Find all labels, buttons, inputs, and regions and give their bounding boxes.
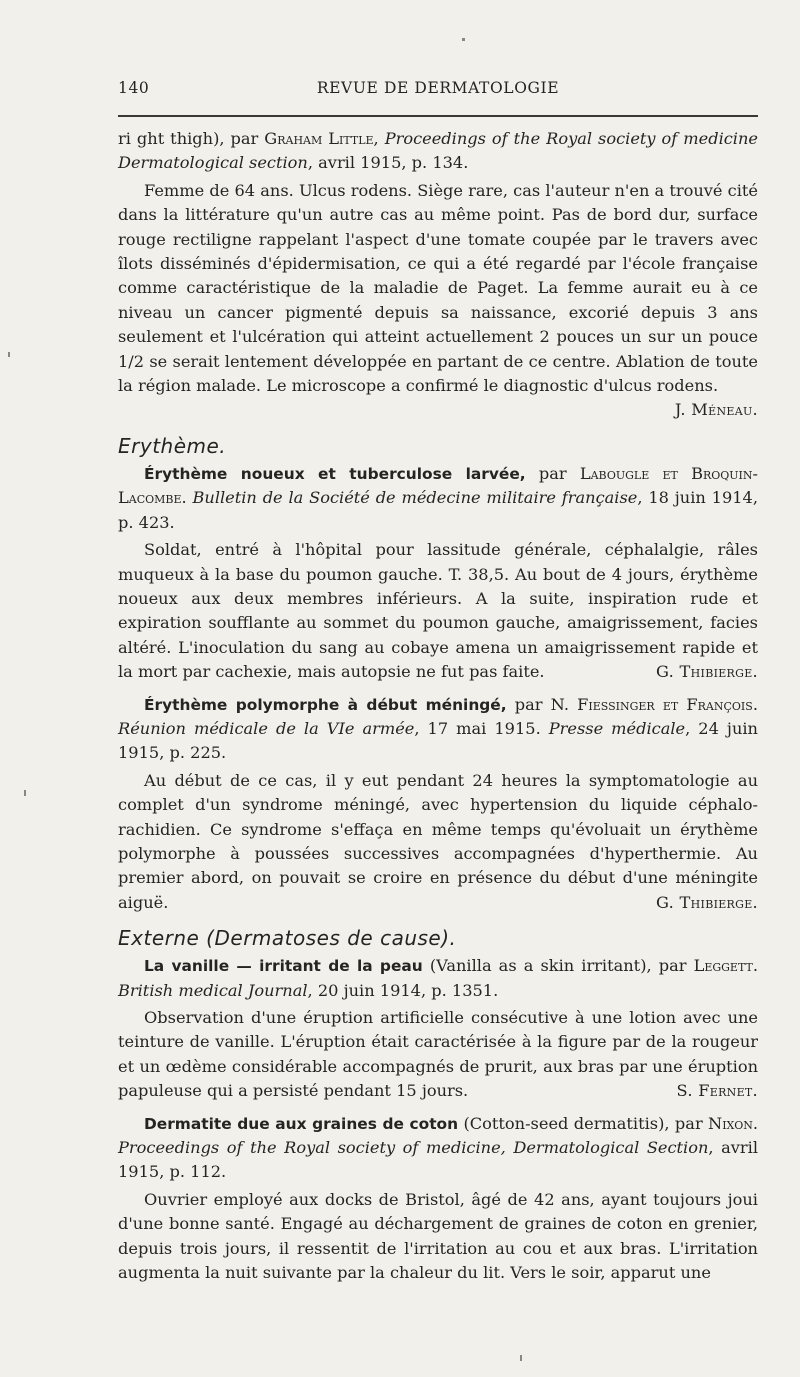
author-name: Fiessinger et François	[577, 694, 753, 714]
scan-speck	[462, 38, 465, 41]
article-body	[118, 538, 758, 684]
ref-text: , avril 1915, p. 112.	[118, 1138, 759, 1182]
article-title: La vanille — irritant de la peau	[144, 957, 423, 976]
journal-title: REVUE DE DERMATOLOGIE	[316, 79, 560, 97]
body-text: Ouvrier employé aux docks de Bristol, âgé de 42 ans, ayant toujours joui d'une bonne santé. Engagé au déchargement de graines de coton en grenier, depuis trois jours, il ressentit de l'irritation au cou et aux bras. L'irritation augmenta la nuit suivante par la chaleur du lit. Vers le soir, apparut une	[118, 1189, 758, 1283]
body-text: Soldat, entré à l'hôpital pour lassitude générale, céphalalgie, râles muqueux à la base du poumon gauche. T. 38,5. Au bout de 4 jours, érythème noueux aux deux membres inférieurs. A la suite, inspiration rude et expiration soufflante au sommet du poumon gauche, amaigrissement, facies altéré. L'inoculation du sang au cobaye amena un amaigrissement rapide et la mort par cachexie, mais autopsie ne fut pas faite.	[118, 540, 758, 682]
ref-text: (Cotton-seed dermatitis), par	[458, 1113, 709, 1133]
article-title: Dermatite due aux graines de coton	[144, 1114, 459, 1133]
ref-text: , 20 juin 1914, p. 1351.	[307, 980, 499, 1000]
ref-text: , 17 mai 1915.	[414, 718, 549, 738]
signature: S. Fernet.	[676, 1081, 758, 1101]
ref-text: par	[525, 463, 580, 483]
scan-speck	[24, 790, 26, 796]
signature: J. Méneau.	[674, 400, 758, 420]
scan-speck	[520, 1355, 522, 1361]
article-body	[118, 1006, 758, 1104]
scan-speck	[8, 352, 10, 357]
author-name: Labougle et Broquin-Lacombe	[118, 463, 759, 508]
section-heading: Erythème.	[118, 433, 227, 458]
article-heading	[118, 1112, 758, 1185]
section-heading: Externe (Dermatoses de cause).	[118, 926, 457, 951]
article-body	[118, 769, 758, 915]
article-body	[118, 1188, 758, 1286]
journal-name: Bulletin de la Société de médecine militaire française	[192, 488, 638, 508]
author-name: Nixon	[708, 1113, 753, 1133]
ref-text: ri ght thigh), par	[118, 129, 265, 148]
journal-name: British medical Journal	[118, 980, 308, 1000]
ref-text: ,	[373, 129, 385, 148]
ref-text: .	[752, 694, 758, 714]
author-name: Graham Little	[264, 129, 374, 148]
reference-line	[118, 127, 758, 176]
article-heading	[118, 693, 758, 766]
ref-text: .	[181, 488, 193, 508]
signature: G. Thibierge.	[656, 892, 758, 912]
ref-text: (Vanilla as a skin irritant), par	[422, 956, 694, 976]
ref-text: par N.	[506, 694, 578, 714]
article-title: Érythème noueux et tuberculose larvée,	[144, 464, 526, 483]
page-number: 140	[118, 79, 150, 97]
body-text: Au début de ce cas, il y eut pendant 24 heures la symptomatologie au complet d'un syndrome méningé, avec hypertension du liquide céphalo-rachidien. Ce syndrome s'effaça en même temps qu'évoluait un érythème polymorphe à poussées successives accompagnées d'hyperthermie. Au premier abord, on pouvait se croire en présence du début d'une méningite aiguë.	[118, 770, 758, 912]
body-text: Femme de 64 ans. Ulcus rodens. Siège rare, cas l'auteur n'en a trouvé cité dans la littérature qu'un autre cas au même point. Pas de bord dur, surface rouge rectiligne rappelant l'aspect d'une tomate coupée par le travers avec îlots disséminés d'épidermisation, ce qui a été regardé par l'école française comme caractéristique de la maladie de Paget. La femme aurait eu à ce niveau un cancer pigmenté depuis sa naissance, excorié depuis 3 ans seulement et l'ulcération qui atteint actuellement 2 pouces un sur un pouce 1/2 se serait lentement développée en partant de ce centre. Ablation de toute la région malade. Le microscope a confirmé le diagnostic d'ulcus rodens.	[118, 180, 758, 396]
journal-name: Presse médicale	[548, 718, 686, 738]
running-head	[118, 79, 758, 103]
journal-name: Proceedings of the Royal society of medicine, Dermatological Section	[118, 1138, 709, 1158]
page-content	[118, 127, 758, 1285]
ref-text: , 18 juin 1914, p. 423.	[118, 488, 758, 532]
ref-text: .	[752, 956, 758, 976]
author-name: Leggett	[693, 956, 753, 976]
header-rule	[118, 115, 758, 117]
body-text: Observation d'une éruption artificielle consécutive à une lotion avec une teinture de vanille. L'éruption était caractérisée à la figure par de la rougeur et un œdème considérable accompagnés de prurit, aux bras par une éruption papuleuse qui a persisté pendant 15 jours.	[118, 1008, 758, 1101]
journal-name: Proceedings of the Royal society of medicine Dermatological section	[118, 129, 758, 173]
article-body	[118, 179, 758, 420]
ref-text: , 24 juin 1915, p. 225.	[118, 718, 758, 763]
article-heading	[118, 954, 758, 1003]
ref-text: .	[752, 1113, 758, 1133]
article-heading	[118, 462, 758, 535]
journal-name: Réunion médicale de la VIe armée	[118, 718, 415, 738]
article-title: Érythème polymorphe à début méningé,	[144, 695, 507, 714]
signature: G. Thibierge.	[656, 662, 758, 682]
ref-text: , avril 1915, p. 134.	[307, 153, 469, 173]
